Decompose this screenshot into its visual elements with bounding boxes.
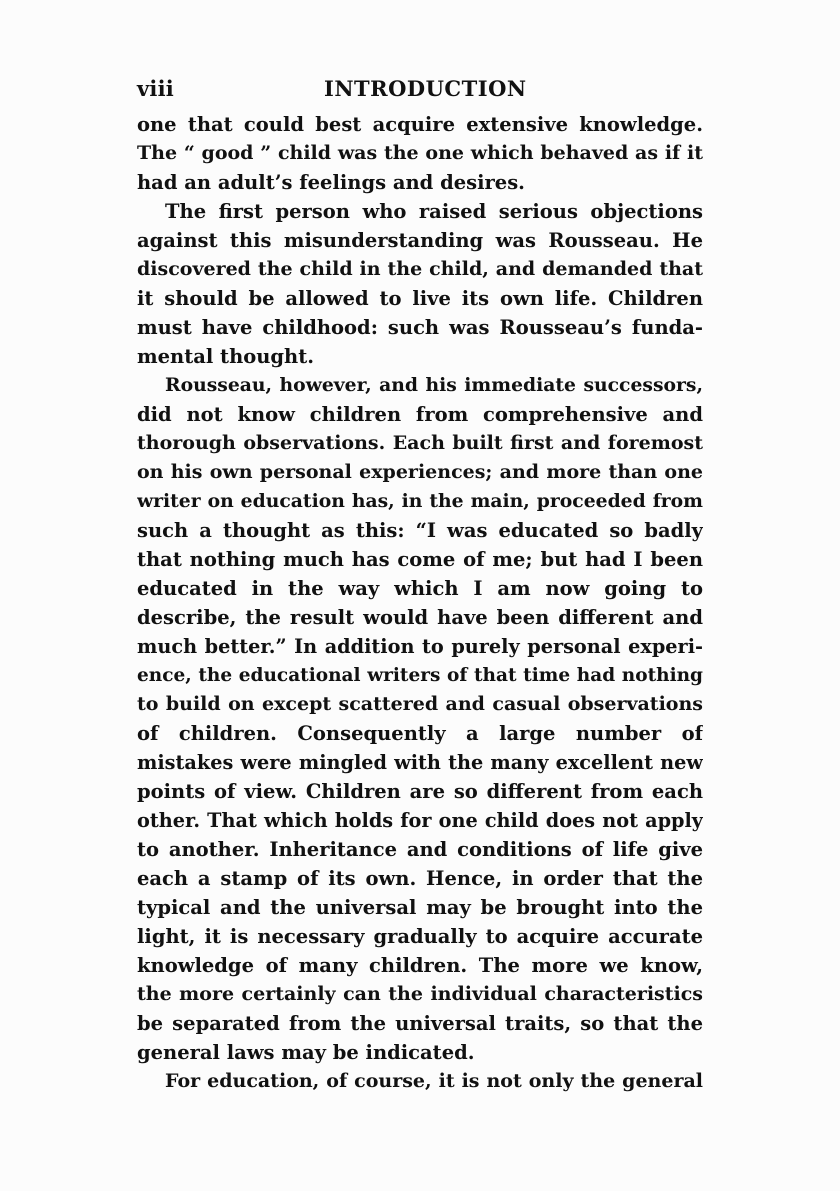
running-head: INTRODUCTION: [324, 76, 527, 101]
text-line: points of view. Children are so different from each: [137, 780, 703, 803]
text-line: on his own personal experiences; and more than one: [137, 461, 703, 483]
text-line: to another. Inheritance and conditions of life give: [137, 838, 703, 861]
page-header: [137, 76, 703, 110]
text-line: to build on except scattered and casual observations: [137, 693, 703, 715]
text-line: did not know children from comprehensive and: [137, 403, 703, 426]
text-line: much better.” In addition to purely personal experi-: [137, 635, 703, 658]
text-line: one that could best acquire extensive knowledge.: [137, 113, 703, 136]
text-line: be separated from the universal traits, so that the: [137, 1012, 703, 1035]
text-line: Rousseau, however, and his immediate successors,: [165, 374, 703, 396]
text-line: must have childhood: such was Rousseau’s funda-: [137, 316, 703, 339]
text-line: describe, the result would have been different and: [137, 606, 703, 629]
text-line: typical and the universal may be brought into the: [137, 896, 703, 919]
text-line: it should be allowed to live its own life. Children: [137, 287, 703, 310]
text-line: knowledge of many children. The more we know,: [137, 954, 703, 977]
text-line: The “ good ” child was the one which behaved as if it: [137, 142, 703, 164]
text-line: educated in the way which I am now going to: [137, 577, 703, 600]
text-line: had an adult’s feelings and desires.: [137, 171, 525, 194]
body-text: [137, 110, 703, 1096]
text-line: against this misunderstanding was Rousseau. He: [137, 229, 703, 252]
text-line: each a stamp of its own. Hence, in order that the: [137, 867, 703, 890]
text-line: ence, the educational writers of that time had nothing: [137, 665, 703, 686]
text-line: general laws may be indicated.: [137, 1041, 475, 1064]
text-line: that nothing much has come of me; but had I been: [137, 548, 703, 571]
text-line: of children. Consequently a large number of: [137, 722, 703, 745]
text-line: mental thought.: [137, 345, 315, 368]
text-line: For education, of course, it is not only the general: [165, 1070, 703, 1092]
text-line: discovered the child in the child, and demanded that: [137, 258, 703, 280]
book-page: [137, 76, 703, 1096]
text-line: other. That which holds for one child does not apply: [137, 809, 703, 832]
text-line: The first person who raised serious objections: [165, 200, 703, 223]
text-line: writer on education has, in the main, proceeded from: [137, 490, 703, 512]
page-number: viii: [137, 76, 174, 101]
text-line: such a thought as this: “I was educated so badly: [137, 519, 703, 542]
text-line: mistakes were mingled with the many excellent new: [137, 751, 703, 774]
text-line: thorough observations. Each built first and foremost: [137, 432, 703, 454]
text-line: the more certainly can the individual characteristics: [137, 983, 703, 1005]
text-line: light, it is necessary gradually to acquire accurate: [137, 925, 703, 948]
